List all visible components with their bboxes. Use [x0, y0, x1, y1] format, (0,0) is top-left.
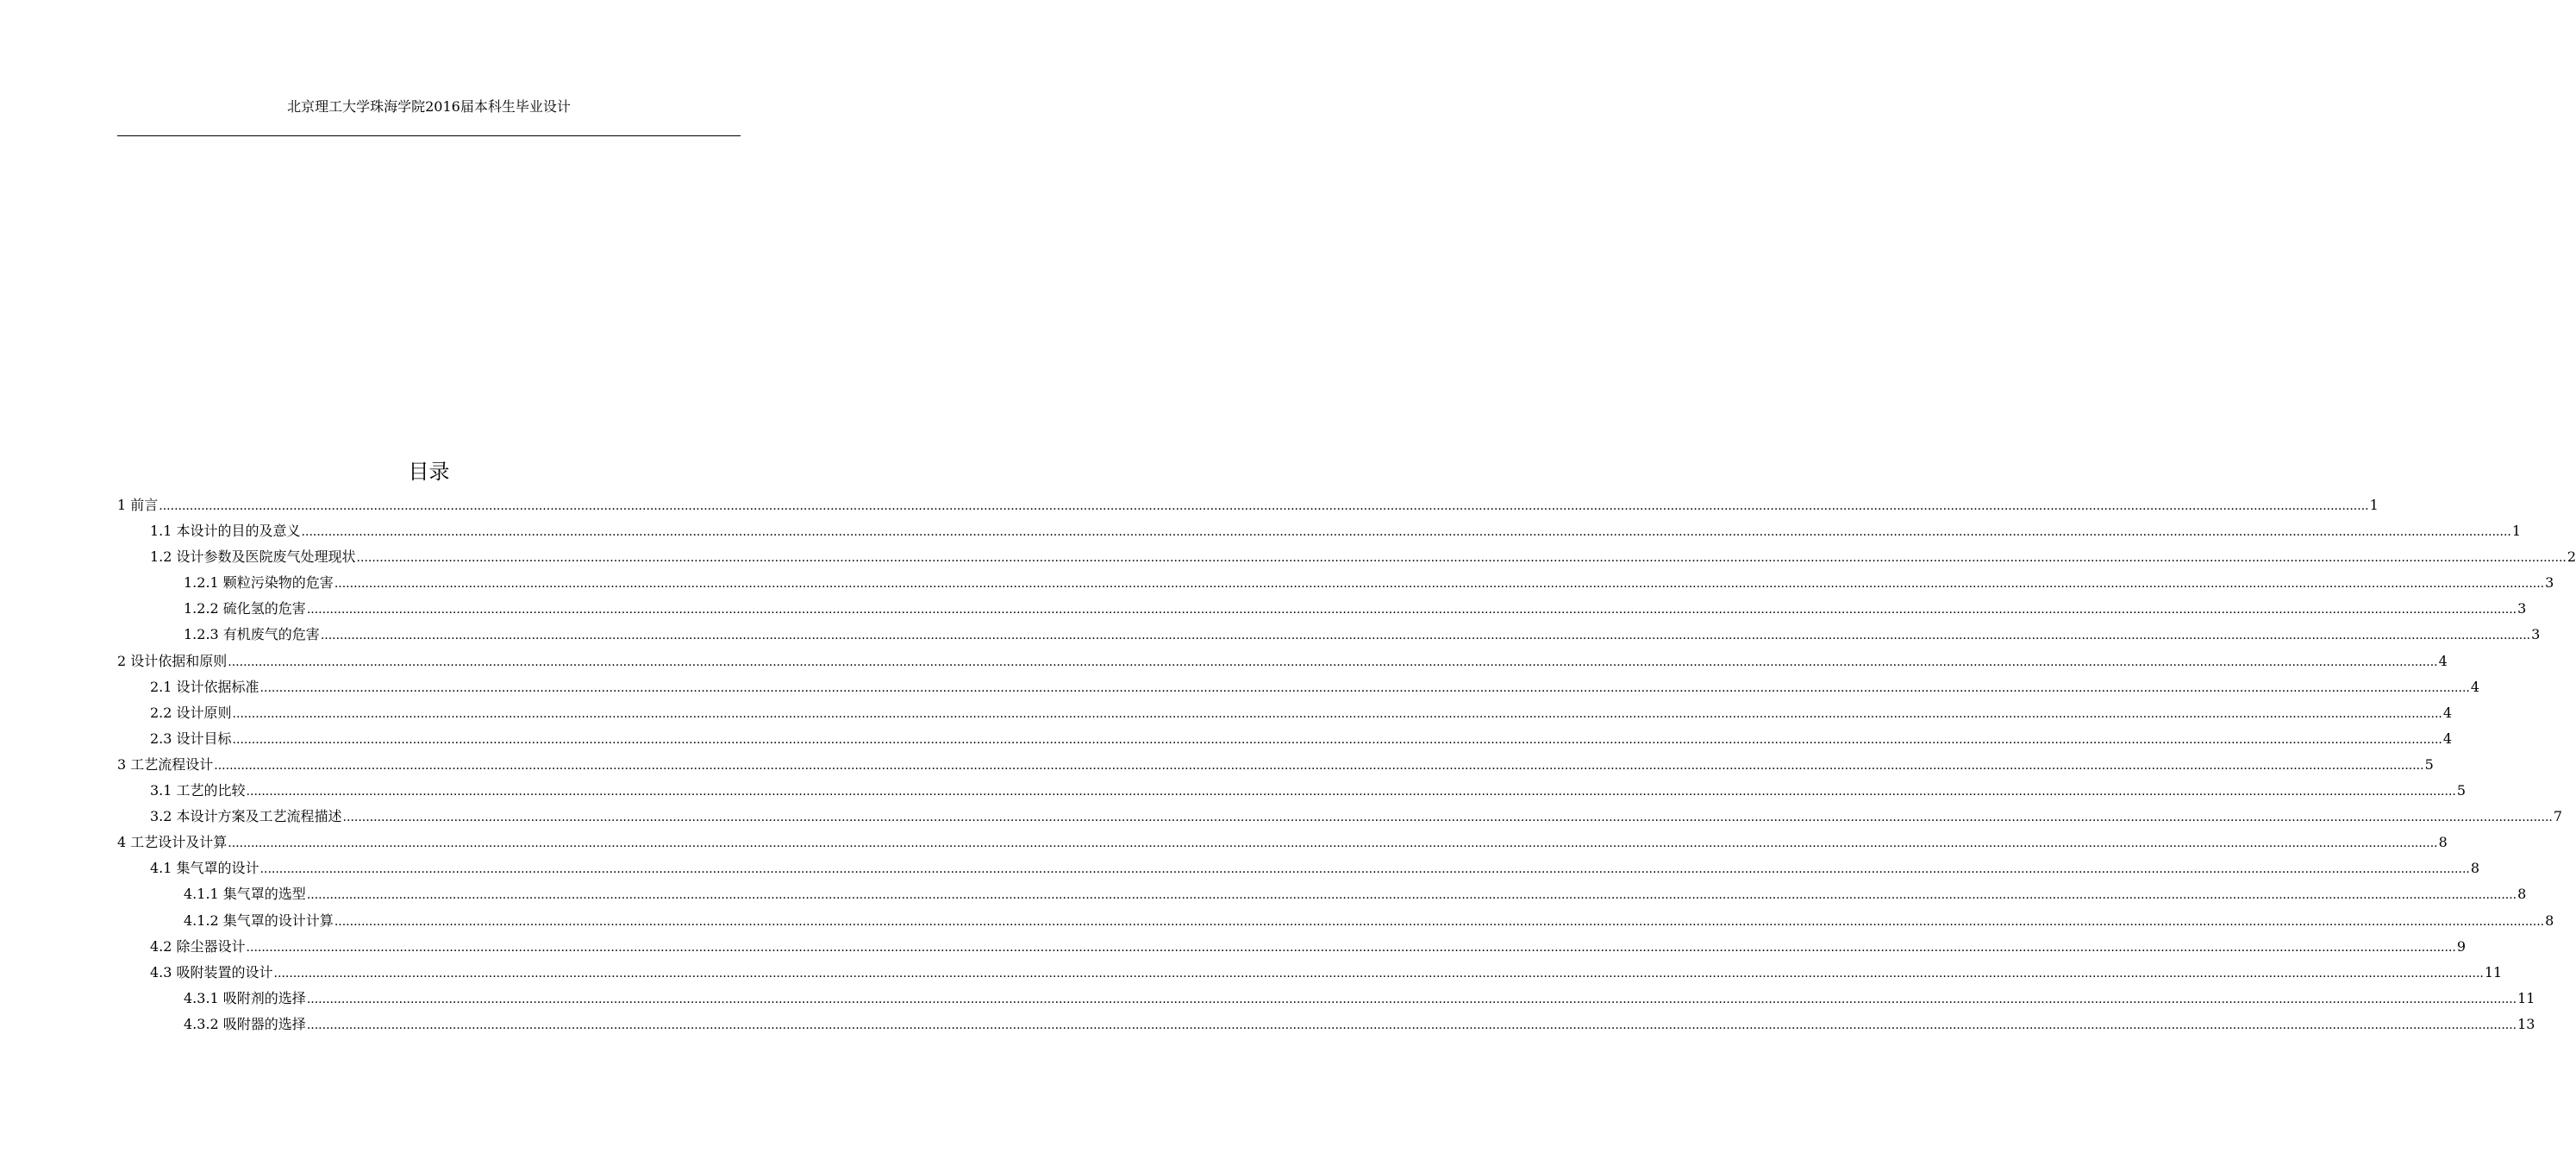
toc-dot-leader: ................................................................................................................................................................................................................................................................................................................................................................................................................................................................................................................................................................................................	[306, 1018, 2517, 1032]
toc-entry-title: 2 设计依据和原则	[117, 652, 228, 669]
toc-entry-title: 4.1.1 集气罩的选型	[184, 886, 306, 903]
toc-entry-page-number: 1	[2511, 523, 2522, 540]
header-divider	[117, 135, 741, 136]
toc-entry[interactable]	[117, 778, 2467, 804]
toc-entry[interactable]	[117, 648, 2448, 674]
toc-entry-title: 4.2 除尘器设计	[150, 937, 246, 955]
toc-entry-title: 1.2.1 颗粒污染物的危害	[184, 574, 334, 592]
toc-entry[interactable]	[117, 908, 2554, 934]
toc-entry[interactable]	[117, 700, 2453, 726]
toc-entry-page-number: 1	[2369, 497, 2379, 513]
toc-entry-title: 1.1 本设计的目的及意义	[150, 523, 301, 540]
toc-entry-page-number: 9	[2456, 937, 2467, 955]
page-header: 北京理工大学珠海学院2016届本科生毕业设计	[287, 98, 571, 115]
toc-dot-leader: ................................................................................................................................................................................................................................................................................................................................................................................................................................................................................................................................................................................................	[306, 888, 2517, 903]
toc-entry-page-number: 5	[2456, 782, 2467, 799]
table-of-contents	[117, 492, 2576, 1037]
toc-entry-title: 3.2 本设计方案及工艺流程描述	[150, 808, 342, 825]
toc-dot-leader: ................................................................................................................................................................................................................................................................................................................................................................................................................................................................................................................................................................................................	[228, 836, 2438, 851]
toc-entry-title: 3.1 工艺的比较	[150, 782, 246, 799]
toc-dot-leader: ................................................................................................................................................................................................................................................................................................................................................................................................................................................................................................................................................................................................	[306, 603, 2517, 617]
toc-entry-page-number: 4	[2470, 678, 2480, 695]
toc-dot-leader: ................................................................................................................................................................................................................................................................................................................................................................................................................................................................................................................................................................................................	[159, 499, 2369, 513]
toc-entry[interactable]	[117, 622, 2541, 648]
toc-entry[interactable]	[117, 960, 2503, 986]
toc-entry-page-number: 8	[2545, 912, 2554, 929]
toc-dot-leader: ................................................................................................................................................................................................................................................................................................................................................................................................................................................................................................................................................................................................	[320, 629, 2531, 643]
toc-entry[interactable]	[117, 544, 2576, 570]
toc-title: 目录	[408, 460, 450, 484]
toc-entry-page-number: 3	[2545, 574, 2554, 592]
toc-dot-leader: ................................................................................................................................................................................................................................................................................................................................................................................................................................................................................................................................................................................................	[334, 577, 2545, 592]
toc-dot-leader: ................................................................................................................................................................................................................................................................................................................................................................................................................................................................................................................................................................................................	[342, 811, 2553, 825]
toc-entry-page-number: 13	[2517, 1015, 2535, 1032]
toc-entry-page-number: 4	[2442, 730, 2453, 747]
toc-entry[interactable]	[117, 570, 2554, 596]
toc-dot-leader: ................................................................................................................................................................................................................................................................................................................................................................................................................................................................................................................................................................................................	[259, 680, 2470, 695]
toc-entry[interactable]	[117, 830, 2448, 855]
toc-entry-title: 3 工艺流程设计	[117, 755, 214, 773]
toc-entry-page-number: 4	[2438, 652, 2448, 669]
toc-entry[interactable]	[117, 855, 2480, 881]
toc-entry-title: 1.2 设计参数及医院废气处理现状	[150, 548, 356, 566]
toc-dot-leader: ................................................................................................................................................................................................................................................................................................................................................................................................................................................................................................................................................................................................	[232, 732, 2442, 747]
toc-entry-page-number: 2	[2567, 548, 2576, 566]
toc-entry[interactable]	[117, 934, 2467, 960]
toc-dot-leader: ................................................................................................................................................................................................................................................................................................................................................................................................................................................................................................................................................................................................	[259, 862, 2470, 877]
toc-dot-leader: ................................................................................................................................................................................................................................................................................................................................................................................................................................................................................................................................................................................................	[301, 525, 2511, 540]
toc-entry[interactable]	[117, 492, 2379, 518]
toc-dot-leader: ................................................................................................................................................................................................................................................................................................................................................................................................................................................................................................................................................................................................	[334, 914, 2545, 929]
toc-entry[interactable]	[117, 1012, 2535, 1037]
toc-dot-leader: ................................................................................................................................................................................................................................................................................................................................................................................................................................................................................................................................................................................................	[228, 655, 2438, 669]
toc-entry-title: 2.1 设计依据标准	[150, 678, 259, 695]
toc-entry-page-number: 8	[2438, 834, 2448, 851]
toc-entry[interactable]	[117, 752, 2434, 778]
toc-entry[interactable]	[117, 726, 2453, 752]
toc-entry-title: 4 工艺设计及计算	[117, 834, 228, 851]
toc-entry-title: 1 前言	[117, 497, 159, 513]
toc-entry-page-number: 11	[2484, 963, 2503, 980]
toc-entry-page-number: 8	[2470, 860, 2480, 877]
toc-entry-title: 2.3 设计目标	[150, 730, 232, 747]
toc-entry-page-number: 7	[2553, 808, 2563, 825]
toc-dot-leader: ................................................................................................................................................................................................................................................................................................................................................................................................................................................................................................................................................................................................	[356, 551, 2567, 566]
toc-entry[interactable]	[117, 804, 2563, 830]
toc-entry-page-number: 4	[2442, 704, 2453, 721]
toc-entry-title: 4.3.2 吸附器的选择	[184, 1015, 306, 1032]
toc-dot-leader: ................................................................................................................................................................................................................................................................................................................................................................................................................................................................................................................................................................................................	[273, 966, 2484, 980]
toc-entry[interactable]	[117, 518, 2522, 544]
toc-dot-leader: ................................................................................................................................................................................................................................................................................................................................................................................................................................................................................................................................................................................................	[232, 706, 2442, 721]
toc-dot-leader: ................................................................................................................................................................................................................................................................................................................................................................................................................................................................................................................................................................................................	[246, 785, 2456, 799]
toc-entry-title: 4.1.2 集气罩的设计计算	[184, 912, 334, 929]
toc-dot-leader: ................................................................................................................................................................................................................................................................................................................................................................................................................................................................................................................................................................................................	[214, 758, 2424, 773]
toc-entry-title: 4.3 吸附装置的设计	[150, 963, 273, 980]
toc-entry-title: 4.1 集气罩的设计	[150, 860, 259, 877]
toc-entry-title: 2.2 设计原则	[150, 704, 232, 721]
toc-entry-title: 4.3.1 吸附剂的选择	[184, 989, 306, 1006]
toc-entry-page-number: 8	[2517, 886, 2527, 903]
toc-dot-leader: ................................................................................................................................................................................................................................................................................................................................................................................................................................................................................................................................................................................................	[306, 992, 2517, 1006]
toc-entry-title: 1.2.2 硫化氢的危害	[184, 600, 306, 617]
toc-entry[interactable]	[117, 881, 2527, 907]
toc-entry[interactable]	[117, 596, 2527, 622]
toc-entry-page-number: 5	[2424, 755, 2434, 773]
toc-entry-page-number: 11	[2517, 989, 2535, 1006]
toc-entry-title: 1.2.3 有机废气的危害	[184, 626, 320, 643]
toc-entry-page-number: 3	[2517, 600, 2527, 617]
toc-entry[interactable]	[117, 986, 2535, 1012]
toc-entry[interactable]	[117, 674, 2480, 700]
toc-entry-page-number: 3	[2531, 626, 2541, 643]
toc-dot-leader: ................................................................................................................................................................................................................................................................................................................................................................................................................................................................................................................................................................................................	[246, 940, 2456, 955]
